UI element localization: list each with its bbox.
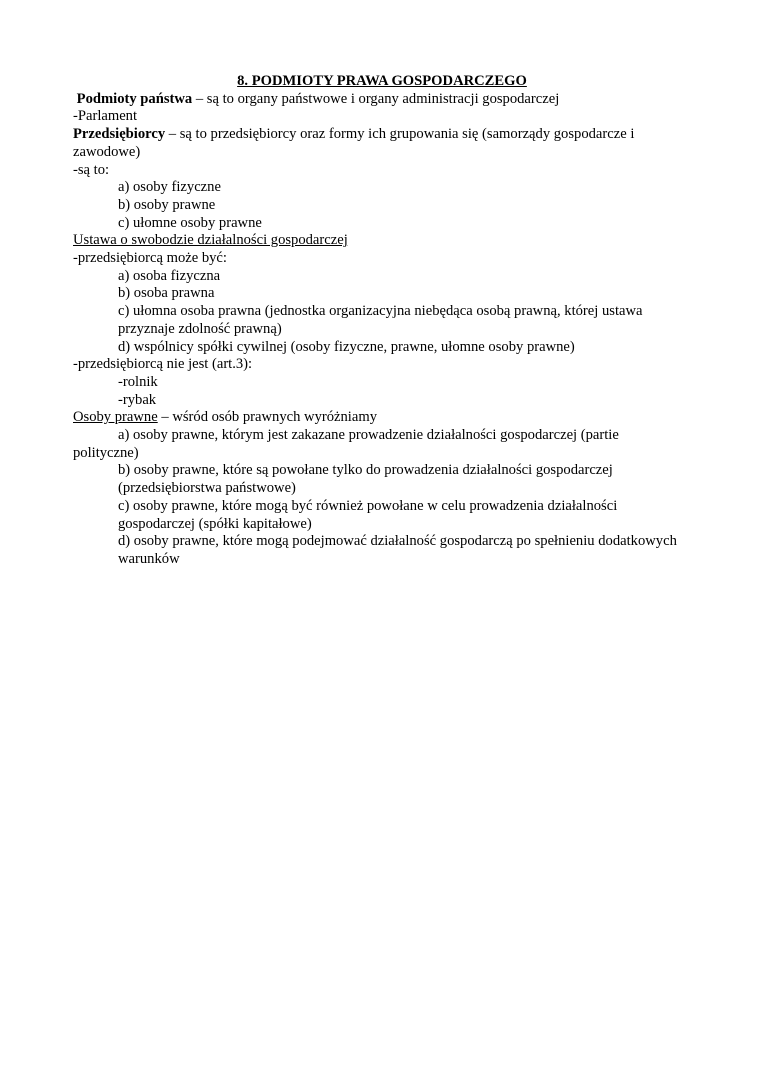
list-item: b) osoba prawna bbox=[118, 285, 215, 302]
list-item: -rolnik bbox=[118, 373, 158, 390]
osoby-prawne-definition: – wśród osób prawnych wyróżniamy bbox=[157, 409, 377, 426]
podmioty-panstwa-definition: – są to organy państwowe i organy administracji gospodarczej bbox=[192, 90, 560, 107]
sa-to-line: -są to: bbox=[73, 161, 110, 178]
document-title: 8. PODMIOTY PRAWA GOSPODARCZEGO bbox=[237, 73, 527, 89]
parlament-line: -Parlament bbox=[73, 108, 138, 125]
list-item: b) osoby prawne, które są powołane tylko do prowadzenia działalności gospodarczej (przedsiębiorstwa państwowe) bbox=[118, 462, 613, 497]
list-item: d) osoby prawne, które mogą podejmować działalność gospodarczą po spełnieniu dodatkowych warunków bbox=[118, 533, 677, 567]
osoby-prawne-line bbox=[73, 409, 683, 427]
list-item-continuation: polityczne) bbox=[73, 444, 139, 461]
ustawa-heading: Ustawa o swobodzie działalności gospodarczej bbox=[73, 232, 348, 249]
list-item: d) wspólnicy spółki cywilnej (osoby fizyczne, prawne, ułomne osoby prawne) bbox=[118, 338, 575, 355]
podmioty-panstwa-line bbox=[73, 91, 683, 109]
przedsiebiorcy-term: Przedsiębiorcy bbox=[73, 126, 166, 143]
list-item: a) osoba fizyczna bbox=[118, 267, 221, 284]
nie-jest-line: -przedsiębiorcą nie jest (art.3): bbox=[73, 356, 253, 373]
list-item: -rybak bbox=[118, 391, 157, 408]
list-item-first-line: a) osoby prawne, którym jest zakazane prowadzenie działalności gospodarczej (partie bbox=[118, 427, 619, 444]
podmioty-panstwa-term: Podmioty państwa bbox=[76, 90, 193, 107]
list-item: c) ułomne osoby prawne bbox=[118, 214, 262, 231]
list-item: c) ułomna osoba prawna (jednostka organizacyjna niebędąca osobą prawną, której ustawa przyznaje zdolność prawną) bbox=[118, 303, 643, 337]
osoby-prawne-term: Osoby prawne bbox=[73, 409, 158, 426]
przedsiebiorcy-line bbox=[73, 126, 683, 161]
list-item: c) osoby prawne, które mogą być również powołane w celu prowadzenia działalności gospodarczej (spółki kapitałowe) bbox=[118, 497, 618, 532]
moze-byc-line: -przedsiębiorcą może być: bbox=[73, 250, 227, 267]
przedsiebiorcy-definition: – są to przedsiębiorcy oraz formy ich grupowania się (samorządy gospodarcze i zawodowe) bbox=[73, 126, 635, 160]
document-page bbox=[73, 73, 683, 569]
list-item: b) osoby prawne bbox=[118, 196, 216, 213]
list-item: a) osoby fizyczne bbox=[118, 179, 221, 196]
